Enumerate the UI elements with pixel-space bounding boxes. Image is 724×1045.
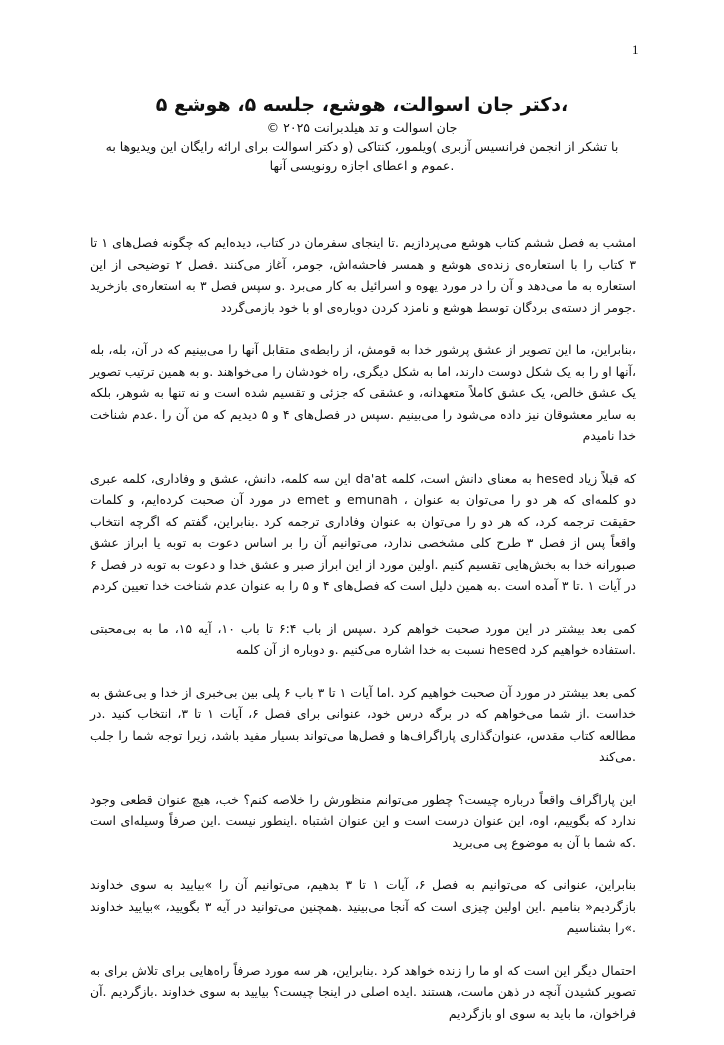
acknowledgement-line-2: .عموم و اعطای اجازه رونویسی آنها <box>269 158 455 173</box>
document-header <box>86 92 638 175</box>
acknowledgement-line-1: با تشکر از انجمن فرانسیس آزبری )ویلمور، کنتاکی (و دکتر اسوالت برای ارائه رایگان این ویدیوها به <box>105 139 619 154</box>
page-number: 1 <box>632 42 639 57</box>
paragraph-6: این پاراگراف واقعاً درباره چیست؟ چطور می‌توانم منظورش را خلاصه کنم؟ خب، هیچ عنوان قطعی وجود ندارد که بگوییم، اوه، این عنوان درست است و این عنوان اشتباه .اینطور نیست .این صرفاً وسیله‌ای است .که شما با آن به موضوع پی می‌برید <box>90 791 636 850</box>
paragraph-2: ،بنابراین، ما این تصویر از عشق پرشور خدا به قومش، از رابطه‌ی متقابل آنها را می‌بینیم که در آن، بله، بله ،آنها او را به یک شکل دوست دارند، اما به شکل دیگری، راه خودشان را می‌خواهند .و به همین ترتیب تصویر یک عشق خالص، یک عشق کاملاً متعهدانه، و عشقی که جزئی و تقسیم شده است و نه تنها به شوهر، بلکه به سایر معشوقان نیز داده می‌شود را می‌بینیم .سپس در فصل‌های ۴ و ۵ دیدیم که من آن را .عدم شناخت خدا نامیدم <box>90 342 636 443</box>
paragraph-7: بنابراین، عنوانی که می‌توانیم به فصل ۶، آیات ۱ تا ۳ بدهیم، می‌توانیم آن را »بیایید به سوی خداوند بازگردیم« بنامیم .این اولین چیزی است که آنجا می‌بینید .همچنین می‌توانید در آیه ۳ بگویید، »بیایید خداوند .»را بشناسیم <box>90 877 636 935</box>
document-body <box>90 232 636 1045</box>
paragraph-1: امشب به فصل ششم کتاب هوشع می‌پردازیم .تا اینجای سفرمان در کتاب، دیده‌ایم که چگونه فصل‌های ۱ تا ۳ کتاب را با استعاره‌ی زنده‌ی هوشع و همسر فاحشه‌اش، جومر، آغاز می‌کنند .فصل ۲ توضیحی از این استعاره به ما می‌دهد و آن را در مورد یهوه و اسرائیل به کار می‌برد .و سپس فصل ۳ به استعاره‌ی بازخرید .جومر از دسته‌ی بردگان توسط هوشع و نامزد کردن دوباره‌ی او با خود بازمی‌گردد <box>90 235 636 315</box>
paragraph-4: کمی بعد بیشتر در این مورد صحبت خواهم کرد .سپس از باب ۶:۴ تا باب ۱۰، آیه ۱۵، ما به بی‌محبتی .استفاده خواهیم کرد hesed نسبت به خدا اشاره می‌کنیم .و دوباره از آن کلمه <box>90 620 636 657</box>
document-title: ،دکتر جان اسوالت، هوشع، جلسه ۵، هوشع ۵ <box>155 94 569 116</box>
paragraph-5: کمی بعد بیشتر در مورد آن صحبت خواهیم کرد .اما آیات ۱ تا ۳ باب ۶ پلی بین بی‌خبری از خدا و بی‌عشق به خداست .از شما می‌خواهم که در برگه درس خود، عنوانی برای فصل ۶، آیات ۱ تا ۳، انتخاب کنید .در مطالعه کتاب مقدس، عنوان‌گذاری پاراگراف‌ها و فصل‌ها می‌تواند بسیار مفید باشد، زیرا توجه شما را جلب .می‌کند <box>90 684 636 764</box>
paragraph-3: که قبلاً زیاد hesed به معنای دانش است، کلمه da'at این سه کلمه، دانش، عشق و وفاداری، کلمه عبری دو کلمه‌ای که هر دو را می‌توان به عنوان ، emunah و emet در مورد آن صحبت کرده‌ایم، و کلمات حقیقت ترجمه کرد، که هر دو را می‌توان به عنوان وفاداری ترجمه کرد .بنابراین، گفتم که اگرچه انتخاب واقعاً پس از فصل ۳ طرح کلی مشخصی ندارد، می‌توانیم آن را بر اساس دعوت به توبه یا ابراز عشق صبورانه خدا به بخش‌هایی تقسیم کنیم .اولین مورد از این ابراز صبر و عشق خدا و دعوت به توبه در فصل ۶ در آیات ۱ .تا ۳ آمده است .به همین دلیل است که فصل‌های ۴ و ۵ را به عنوان عدم شناخت خدا تعیین کردم <box>90 470 637 593</box>
copyright-line: جان اسوالت و تد هیلدبرانت ۲۰۲۵ © <box>266 120 458 135</box>
paragraph-8: احتمال دیگر این است که او ما را زنده خواهد کرد .بنابراین، هر سه مورد صرفاً راه‌هایی برای تلاش برای به تصویر کشیدن آنچه در ذهن ماست، هستند .ایده اصلی در اینجا چیست؟ بیایید به سوی خداوند .بازگردیم .آن فراخوان، ما باید به سوی او بازگردیم <box>90 962 636 1021</box>
